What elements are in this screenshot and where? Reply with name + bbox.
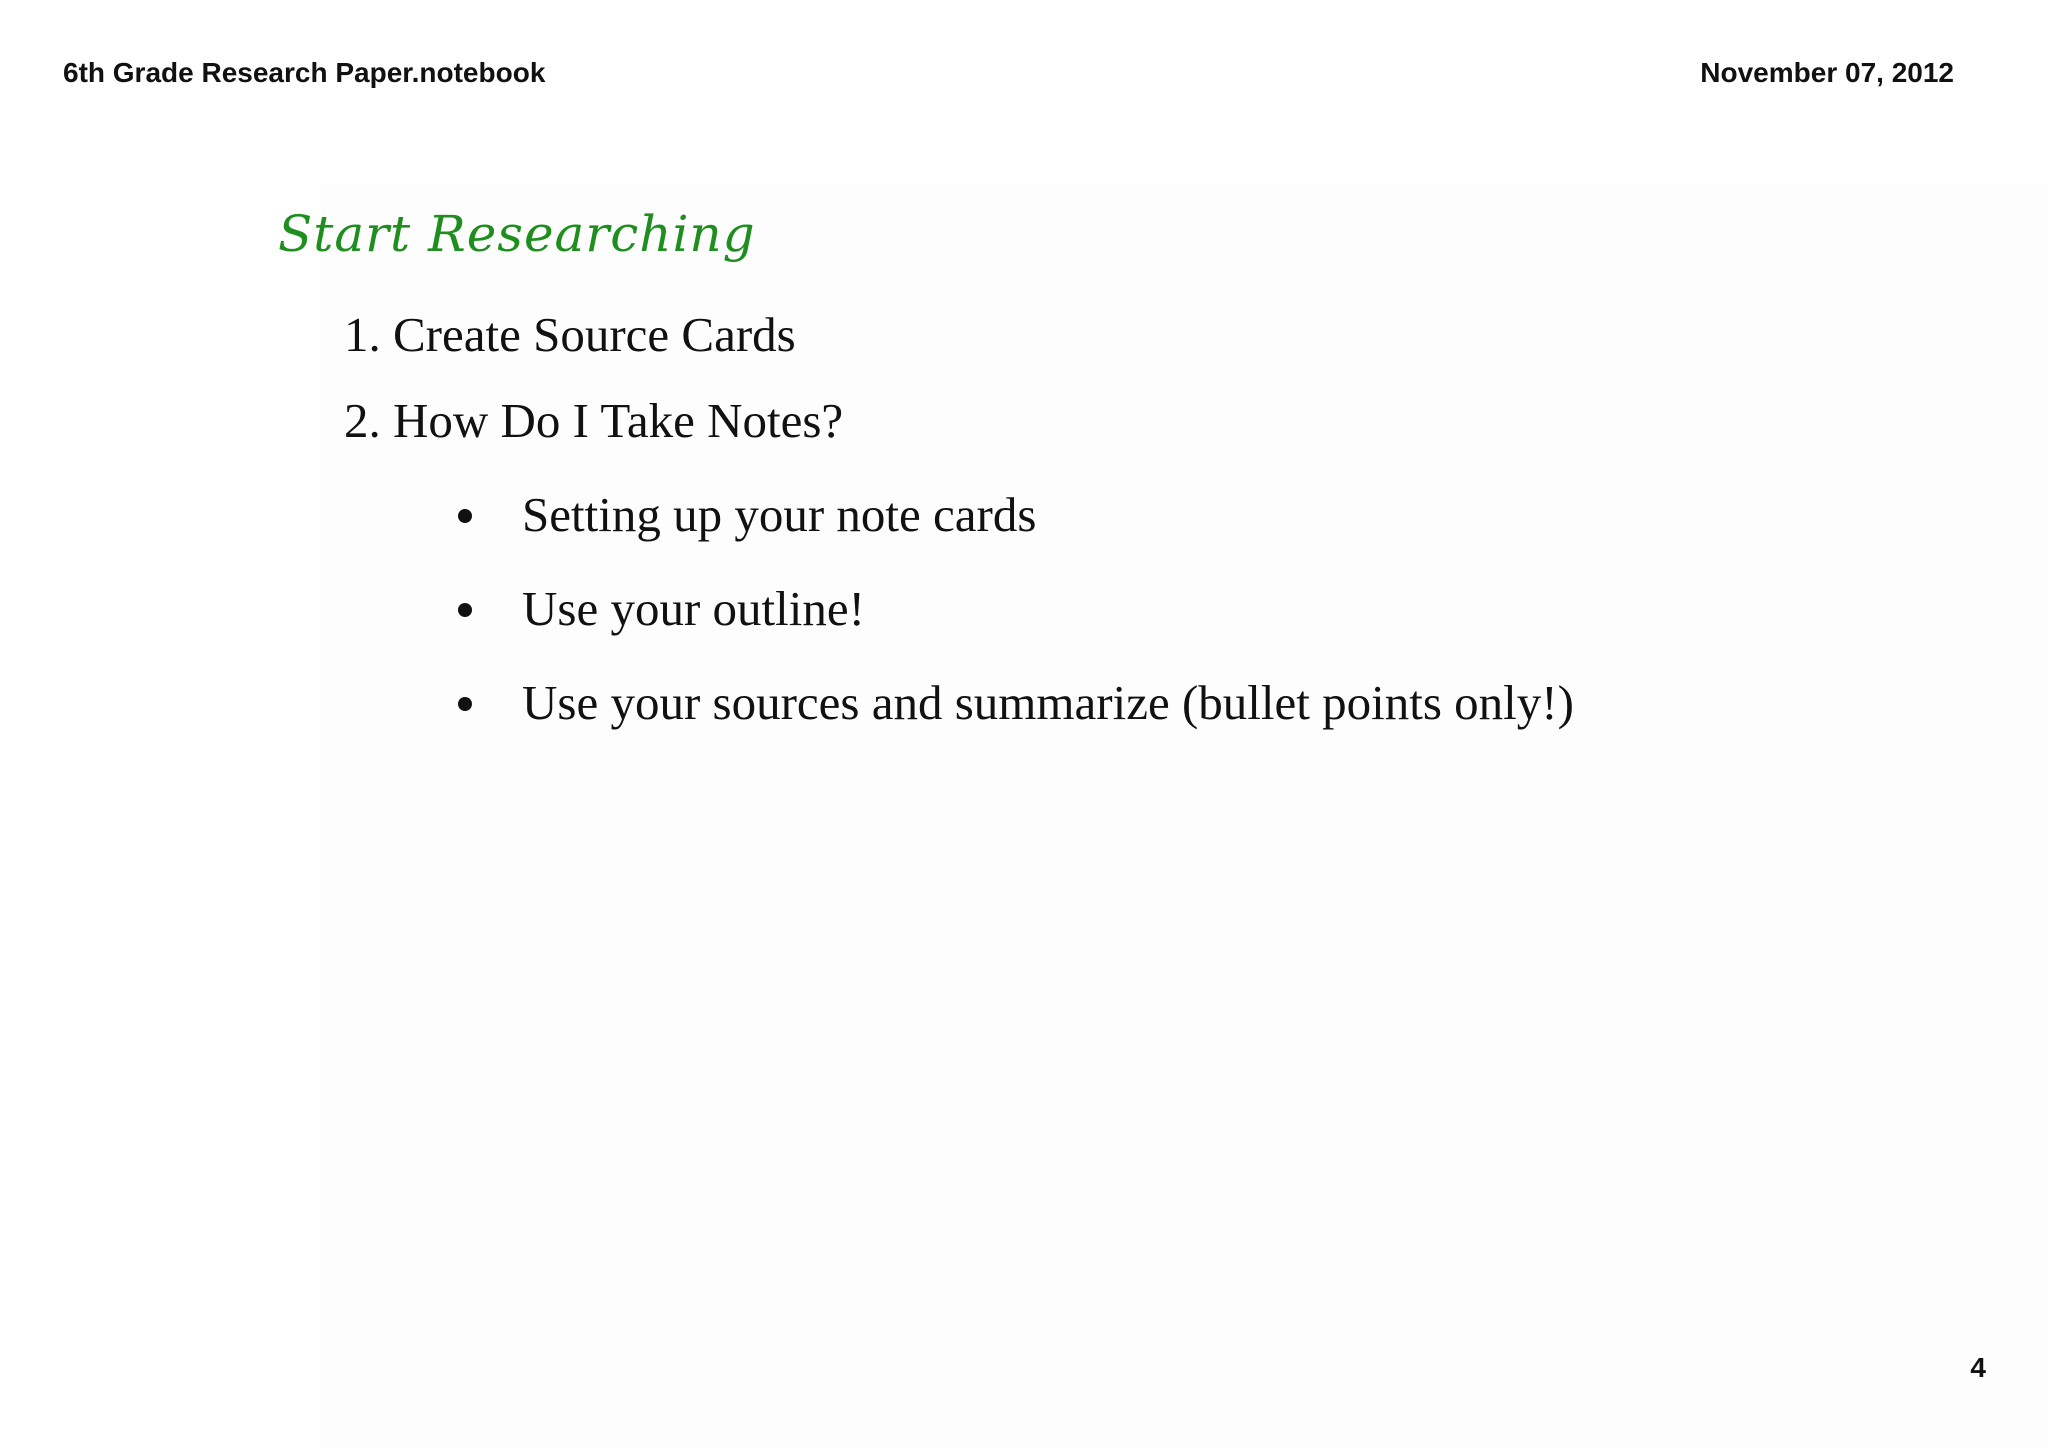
bullet-item [458,580,865,637]
bullet-dot-icon [458,697,472,711]
slide-title: Start Researching [278,205,756,263]
bullet-dot-icon [458,603,472,617]
page-number: 4 [1970,1352,1986,1383]
bullet-text: Use your sources and summarize (bullet points only!) [522,675,1574,730]
bullet-text: Setting up your note cards [522,487,1037,542]
numbered-item-create-source-cards: 1. Create Source Cards [344,307,796,362]
numbered-item-take-notes: 2. How Do I Take Notes? [344,393,844,448]
bullet-text: Use your outline! [522,581,865,636]
bullet-dot-icon [458,509,472,523]
bullet-item [458,486,1036,543]
bullet-item [458,674,1574,731]
notebook-title: 6th Grade Research Paper.notebook [63,57,546,88]
slide-background [320,185,2048,1447]
page-date: November 07, 2012 [1700,57,1954,88]
